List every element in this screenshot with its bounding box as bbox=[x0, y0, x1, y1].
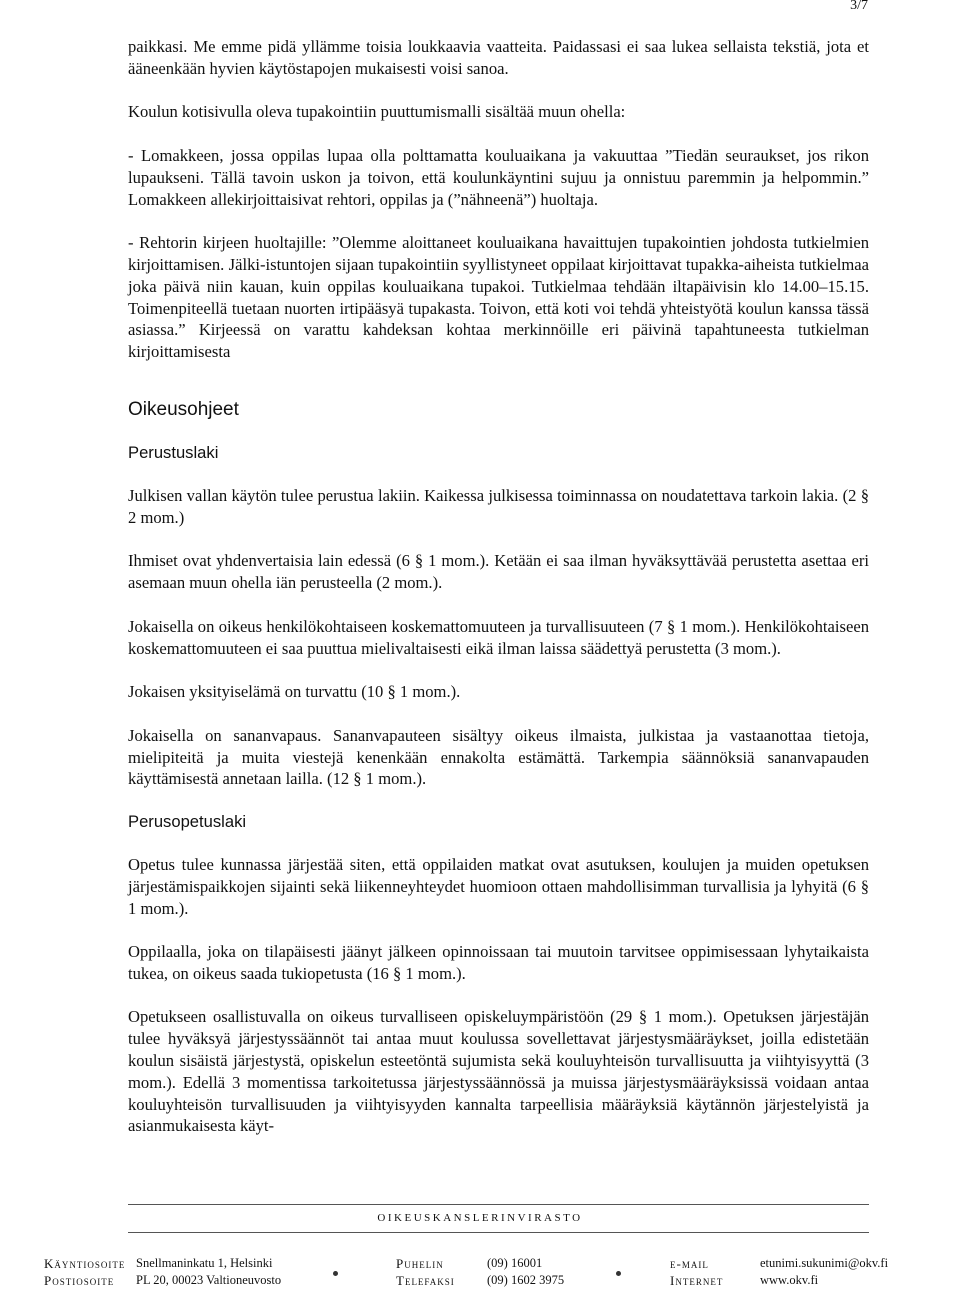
footer-separator-dot bbox=[333, 1271, 338, 1276]
footer-postiosoite-label: Postiosoite bbox=[44, 1273, 115, 1288]
paragraph-perusopetuslaki-3: Opetukseen osallistuvalla on oikeus turvalliseen opiskeluympäristöön (29 § 1 mom.). Opetuksen järjestäjän tulee hyväksyä järjestyssäännöt tai antaa muut koulussa sovellettavat järjestysmääräykset, joilla edistetään koulun sisäistä järjestystä, opiskelun esteetöntä sujumista sekä kouluyhteisön turvallisuutta ja viihtyisyyttä (3 mom.). Edellä 3 momentissa tarkoitetussa järjestyssäännössä ja muissa järjestysmääräyksissä voidaan antaa kouluyhteisön turvallisuuden ja viihtyisyyden kannalta tarpeellisia määräyksiä käytännön järjestelyistä ja asianmukaisesta käyt- bbox=[128, 1007, 869, 1136]
paragraph-intro-1: paikkasi. Me emme pidä yllämme toisia loukkaavia vaatteita. Paidassasi ei saa lukea sellaista tekstiä, jota et ääneenkään hyvien käytöstapojen mukaisesti voisi sanoa. bbox=[128, 37, 869, 78]
paragraph-perustuslaki-1: Julkisen vallan käytön tulee perustua lakiin. Kaikessa julkisessa toiminnassa on noudatettava tarkoin lakia. (2 § 2 mom.) bbox=[128, 485, 869, 527]
footer-email-label: e-mail bbox=[670, 1256, 709, 1271]
paragraph-perusopetuslaki-1: Opetus tulee kunnassa järjestää siten, että oppilaiden matkat ovat asutuksen, koulujen ja muiden opetuksen järjestämispaikkojen sijainti sekä liikenneyhteydet huomioon ottaen mahdollisimman turvallisia ja lyhyitä (6 § 1 mom.). bbox=[128, 854, 869, 918]
footer-telefaksi-label: Telefaksi bbox=[396, 1273, 455, 1288]
footer-puhelin-label: Puhelin bbox=[396, 1256, 444, 1271]
footer-kayntiosoite-label: Käyntiosoite bbox=[44, 1256, 126, 1271]
paragraph-form: - Lomakkeen, jossa oppilas lupaa olla polttamatta kouluaikana ja vakuuttaa ”Tiedän seuraukset, jos rikon lupaukseni. Tällä tavoin uskon ja toivon, että koulunkäyntini sujuu ja onnistuu paremmin ja helpommin.” Lomakkeen allekirjoittaisivat rehtori, oppilas ja (”nähneenä”) huoltaja. bbox=[128, 145, 869, 209]
footer-internet-value: www.okv.fi bbox=[760, 1273, 819, 1287]
footer-internet-label: Internet bbox=[670, 1273, 724, 1288]
page-number: 3/7 bbox=[850, 0, 868, 13]
paragraph-perusopetuslaki-2: Oppilaalla, joka on tilapäisesti jäänyt jälkeen opinnoissaan tai muutoin tarvitsee oppimisessaan lyhytaikaista tukea, on oikeus saada tukiopetusta (16 § 1 mom.). bbox=[128, 942, 869, 983]
heading-perustuslaki: Perustuslaki bbox=[128, 442, 219, 462]
footer-rule-top bbox=[128, 1204, 869, 1205]
footer-telefaksi-value: (09) 1602 3975 bbox=[487, 1273, 565, 1287]
paragraph-perustuslaki-2: Ihmiset ovat yhdenvertaisia lain edessä (6 § 1 mom.). Ketään ei saa ilman hyväksyttävää perustetta asettaa eri asemaan muun ohella iän perusteella (2 mom.). bbox=[128, 551, 869, 593]
footer-email-value: etunimi.sukunimi@okv.fi bbox=[760, 1256, 889, 1270]
heading-perusopetuslaki: Perusopetuslaki bbox=[128, 811, 247, 831]
paragraph-perustuslaki-5: Jokaisella on sananvapaus. Sananvapauteen sisältyy oikeus ilmaista, julkistaa ja vastaanottaa tietoja, mielipiteitä ja muita viestejä kenenkään ennakolta estämättä. Tarkempia säännöksiä sananvapauden käyttämisestä annetaan lailla. (12 § 1 mom.). bbox=[128, 725, 869, 789]
footer-organization: OIKEUSKANSLERINVIRASTO bbox=[377, 1212, 583, 1224]
paragraph-perustuslaki-3: Jokaisella on oikeus henkilökohtaiseen koskemattomuuteen ja turvallisuuteen (7 § 1 mom.). Henkilökohtaiseen koskemattomuuteen ei saa puuttua mielivaltaisesti eikä ilman laissa säädettyä perustetta (3 mom.). bbox=[128, 616, 869, 658]
footer-rule-bottom bbox=[128, 1232, 869, 1233]
footer-postiosoite-value: PL 20, 00023 Valtioneuvosto bbox=[136, 1273, 282, 1287]
footer-puhelin-value: (09) 16001 bbox=[487, 1256, 543, 1270]
paragraph-perustuslaki-4: Jokaisen yksityiselämä on turvattu (10 § 1 mom.). bbox=[128, 682, 461, 702]
document-body bbox=[128, 36, 869, 1137]
paragraph-intro-2: Koulun kotisivulla oleva tupakointiin puuttumismalli sisältää muun ohella: bbox=[128, 102, 626, 122]
paragraph-letter: - Rehtorin kirjeen huoltajille: ”Olemme aloittaneet kouluaikana havaittujen tupakointien johdosta tutkielmien kirjoittamisen. Jälki-istuntojen sijaan tupakointiin syyllistyneet oppilaat kirjoittavat tupakka-aiheista tutkielmaa joka päivä niin kauan, kuin oppilas kouluaikana tupakoi. Tutkielmaa tehdään iltapäivisin klo 14.00–15.15. Toimenpiteellä tuetaan nuorten irtipääsyä tupakasta. Toivon, että koti voi tehdä yhteistyötä koulun kanssa tässä asiassa.” Kirjeessä on varattu kahdeksan kohtaa merkinnöille eri päivinä tapahtuneesta tutkielman kirjoittamisesta bbox=[128, 233, 869, 362]
heading-oikeusohjeet: Oikeusohjeet bbox=[128, 398, 239, 420]
footer-separator-dot bbox=[616, 1271, 621, 1276]
footer-kayntiosoite-value: Snellmaninkatu 1, Helsinki bbox=[136, 1256, 273, 1270]
